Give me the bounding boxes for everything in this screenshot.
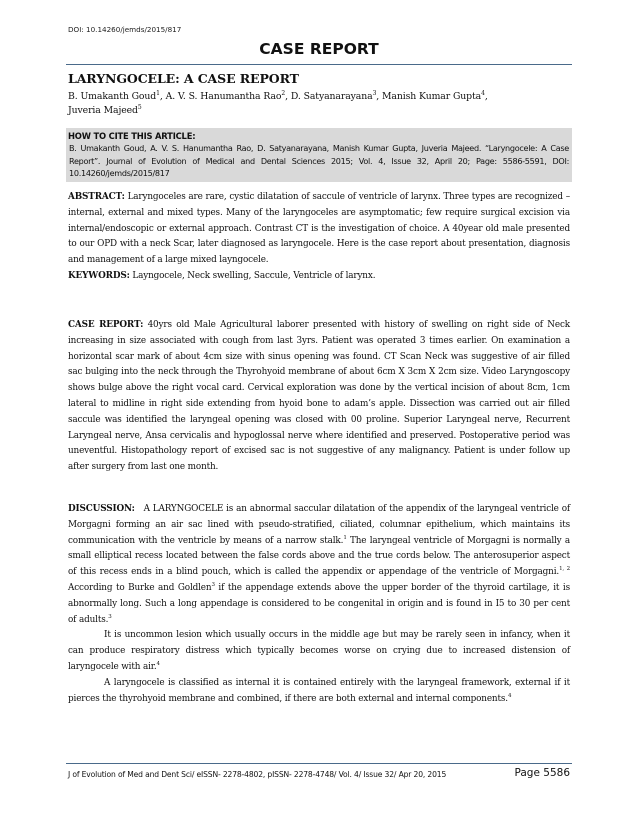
discussion-label: DISCUSSION: <box>68 504 135 514</box>
case-report-paragraph <box>68 318 570 476</box>
discussion-text: It is uncommon lesion which usually occurs in the middle age but may be rarely seen in infancy, when it can produce respiratory distress which typically becomes worse on crying due to increased distension of laryngocele with air. <box>68 630 570 672</box>
citation-mark: 4 <box>156 661 160 668</box>
author-separator: , <box>376 91 383 102</box>
citation-text: B. Umakanth Goud, A. V. S. Hanumantha Rao, D. Satyanarayana, Manish Kumar Gupta, Juveria Majeed. “Laryngocele: A Case Report”. Journal of Evolution of Medical and Dental Sciences 2015; Vol. 4, Issue 32, April 20; Page: 5586-5591, DOI: 10.14260/jemds/2015/817 <box>69 143 569 178</box>
author-affiliation-mark: 5 <box>137 103 142 111</box>
article-type-banner: CASE REPORT <box>259 40 379 58</box>
article-title: LARYNGOCELE: A CASE REPORT <box>68 71 299 86</box>
discussion-text: According to Burke and Goldlen <box>68 582 212 593</box>
abstract-label: ABSTRACT: <box>68 192 125 202</box>
author-name: D. Satyanarayana <box>290 91 373 102</box>
case-report-text: 40yrs old Male Agricultural laborer presented with history of swelling on right side of Neck increasing in size associated with cough from last 3yrs. Patient was operated 3 times earlier. On examination a horizontal scar mark of about 4cm size with sinus opening was found. CT Scan Neck was suggestive of air filled sac bulging into the neck through the Thyrohyoid membrane of about 6cm X 3cm X 2cm size. Video Laryngoscopy shows bulge above the right vocal card. Cervical exploration was done by the vertical incision of about 8cm, 1cm lateral to midline in right side extending from hyoid bone to adam’s apple. Dissection was carried out air filled saccule was identified the laryngeal opening was closed with 00 proline. Superior Laryngeal nerve, Recurrent Laryngeal nerve, Ansa cervicalis and hypoglossal nerve where identified and preserved. Postoperative period was uneventful. Histopathology report of excised sac is not suggestive of any malignancy. Patient is under follow up after surgery from last one month. <box>68 320 570 473</box>
author-name: Juveria Majeed <box>68 105 138 116</box>
author-name: B. Umakanth Goud <box>68 91 157 102</box>
footer-rule <box>66 763 572 764</box>
discussion-paragraph <box>68 628 570 675</box>
citation-box <box>66 128 572 182</box>
author-name: A. V. S. Hanumantha Rao <box>165 91 282 102</box>
abstract-paragraph <box>68 190 570 269</box>
author-separator: , <box>159 91 166 102</box>
discussion-text: if the appendage extends above the upper border of the thyroid cartilage, it is abnormally long. Such a long appendage is considered to be congenital in origin and is found in I5 to 30 per cent of adults. <box>68 582 570 625</box>
author-list <box>68 90 573 118</box>
doi-line: DOI: 10.14260/jemds/2015/817 <box>68 25 182 34</box>
journal-footer: J of Evolution of Med and Dent Sci/ eISSN- 2278-4802, pISSN- 2278-4748/ Vol. 4/ Issue 32/ Apr 20, 2015 <box>68 770 447 779</box>
citation-mark: 4 <box>507 692 512 699</box>
discussion-text: The laryngeal ventricle of Morgagni is normally a small elliptical recess located between the false cords above and the true cords below. The anterosuperior aspect of this recess ends in a blind pouch, which is called the appendix or appendage of the ventricle of Morgagni. <box>68 535 570 578</box>
author-separator: , <box>285 91 291 102</box>
citation-mark: 3 <box>108 613 112 620</box>
citation-mark: 3 <box>211 582 215 589</box>
author-affiliation-mark: 1 <box>156 89 160 97</box>
discussion-text: A laryngocele is classified as internal it is contained entirely with the laryngeal framework, external if it pierces the thyrohyoid membrane and combined, if there are both external and internal components. <box>68 677 570 704</box>
author-affiliation-mark: 2 <box>281 89 286 97</box>
abstract-text: Laryngoceles are rare, cystic dilatation of saccule of ventricle of larynx. Three types are recognized –internal, external and mixed types. Many of the laryngoceles are asymptomatic; few require surgical excision via internal/endoscopic or external approach. Contrast CT is the investigation of choice. A 40year old male presented to our OPD with a neck Scar, later diagnosed as laryngocele. Here is the case report about presentation, diagnosis and management of a large mixed layngocele. <box>68 192 570 266</box>
citation-heading: HOW TO CITE THIS ARTICLE: <box>68 131 196 141</box>
citation-mark: 1 <box>343 534 347 541</box>
page-number: Page 5586 <box>514 767 570 779</box>
citation-mark: 1, 2 <box>559 566 570 573</box>
discussion-paragraph <box>68 676 570 708</box>
header-rule <box>66 64 572 65</box>
author-name: Manish Kumar Gupta <box>382 91 482 102</box>
keywords-paragraph <box>68 269 570 285</box>
discussion-section <box>68 502 570 707</box>
case-report-section <box>68 318 570 476</box>
author-separator: , <box>484 91 488 102</box>
keywords-text: Layngocele, Neck swelling, Saccule, Ventricle of larynx. <box>132 270 376 281</box>
abstract-section <box>68 190 570 285</box>
discussion-text: A LARYNGOCELE is an abnormal saccular dilatation of the appendix of the laryngeal ventricle of Morgagni forming an air sac lined with pseudo-stratified, ciliated, columnar epithelium, which maintains its communication with the ventricle by means of a narrow stalk. <box>68 504 570 546</box>
case-report-label: CASE REPORT: <box>68 320 144 330</box>
keywords-label: KEYWORDS: <box>68 270 130 281</box>
author-affiliation-mark: 4 <box>481 89 485 97</box>
discussion-paragraph <box>68 502 570 628</box>
author-affiliation-mark: 3 <box>372 89 377 97</box>
